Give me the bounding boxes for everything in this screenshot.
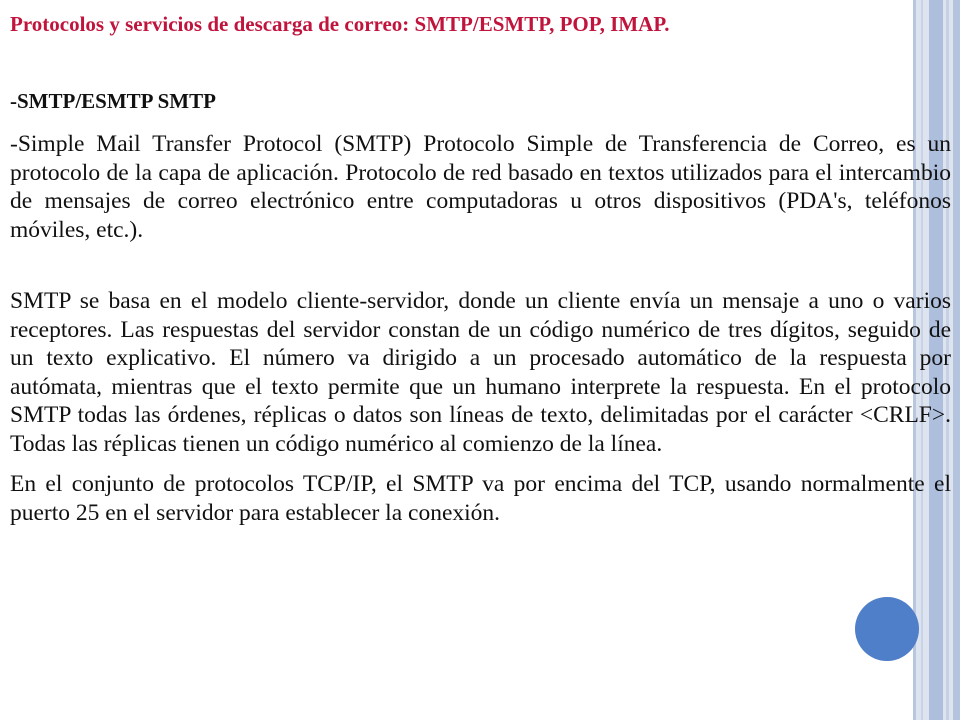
section-subheading: -SMTP/ESMTP SMTP <box>10 89 216 113</box>
slide-title: Protocolos y servicios de descarga de correo: SMTP/ESMTP, POP, IMAP. <box>10 12 670 36</box>
paragraph-smtp-definition: -Simple Mail Transfer Protocol (SMTP) Protocolo Simple de Transferencia de Correo, es un protocolo de la capa de aplicación. Protocolo de red basado en textos utilizados para el intercambio de mensajes de correo electrónico entre computadoras u otros dispositivos (PDA's, teléfonos móviles, etc.). <box>10 131 951 243</box>
slide-content <box>10 10 951 527</box>
paragraph-tcp-port: En el conjunto de protocolos TCP/IP, el SMTP va por encima del TCP, usando normalmente el puerto 25 en el servidor para establecer la conexión. <box>10 471 951 526</box>
decorative-circle <box>855 597 919 661</box>
decorative-stripe <box>953 0 960 720</box>
paragraph-client-server: SMTP se basa en el modelo cliente-servidor, donde un cliente envía un mensaje a uno o varios receptores. Las respuestas del servidor constan de un código numérico de tres dígitos, seguido de un texto explicativo. El número va dirigido a un procesado automático de la respuesta por autómata, mientras que el texto permite que un humano interprete la respuesta. En el protocolo SMTP todas las órdenes, réplicas o datos son líneas de texto, delimitadas por el carácter <CRLF>. Todas las réplicas tienen un código numérico al comienzo de la línea. <box>10 288 951 457</box>
